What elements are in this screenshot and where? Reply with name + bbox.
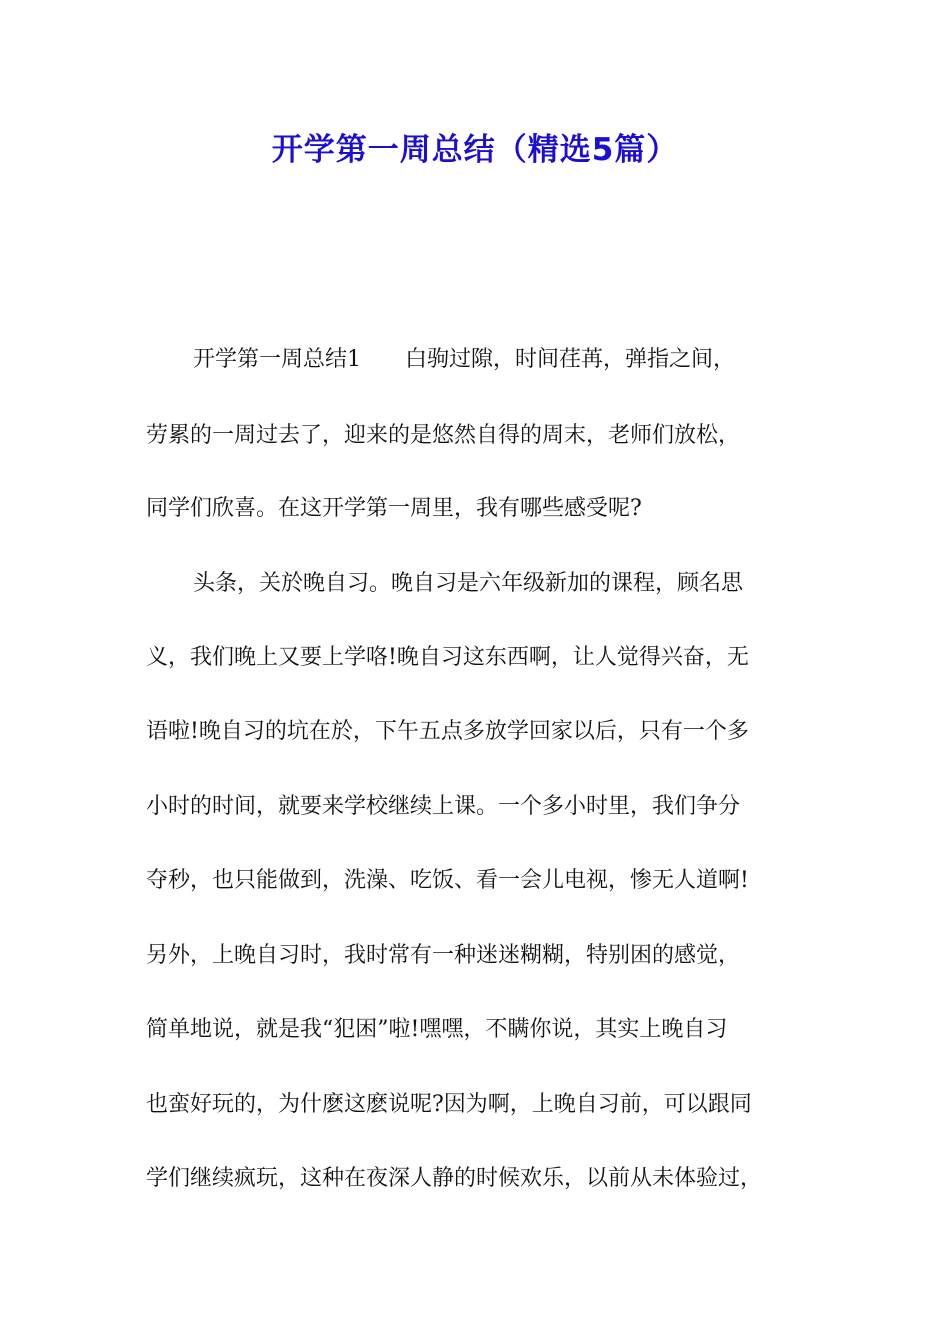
text-line-2: 劳累的一周过去了，迎来的是悠然自得的周末，老师们放松， [146, 423, 741, 448]
text-line-7: 小时的时间，就要来学校继续上课。一个多小时里，我们争分 [146, 794, 741, 819]
document-title: 开学第一周总结（精选5篇） [271, 132, 679, 168]
text-line-8: 夺秒，也只能做到，洗澡、吃饭、看一会儿电视，惨无人道啊! [146, 868, 749, 893]
text-line-11: 也蛮好玩的，为什麽这麽说呢?因为啊，上晚自习前，可以跟同 [146, 1092, 752, 1117]
text-line-6: 语啦!晚自习的坑在於，下午五点多放学回家以后，只有一个多 [146, 719, 749, 744]
text-line-5: 义，我们晚上又要上学咯!晚自习这东西啊，让人觉得兴奋，无 [146, 645, 749, 670]
text-line-4: 头条，关於晚自习。晚自习是六年级新加的课程，顾名思 [193, 571, 744, 596]
text-line-1: 开学第一周总结1 白驹过隙，时间荏苒，弹指之间， [193, 347, 735, 372]
text-line-3: 同学们欣喜。在这开学第一周里，我有哪些感受呢? [146, 496, 642, 521]
text-line-12: 学们继续疯玩，这种在夜深人静的时候欢乐，以前从未体验过， [146, 1166, 763, 1191]
text-line-9: 另外，上晚自习时，我时常有一种迷迷糊糊，特别困的感觉， [146, 943, 741, 968]
text-line-10: 简单地说，就是我“犯困”啦!嘿嘿，不瞒你说，其实上晚自习 [146, 1017, 728, 1042]
